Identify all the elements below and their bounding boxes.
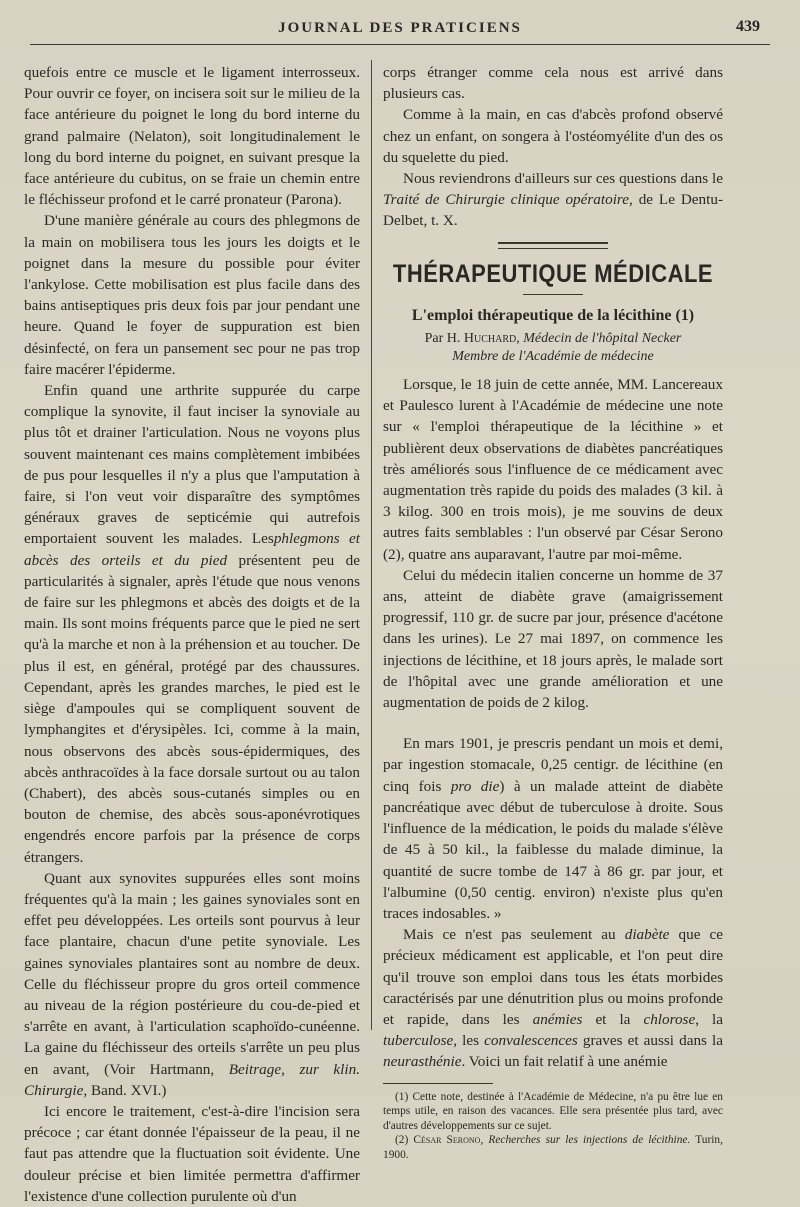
page-number: 439 [736,18,760,35]
left-column [24,62,360,1207]
section-rule [523,294,583,295]
paragraph: Celui du médecin italien concerne un homme de 37 ans, atteint de diabète grave (amaigrissement progressif, 110 gr. de sucre par jour, présence d'acétone dans les urines). Le 27 mai 1897, on commence les injections de lécithine, et 18 jours après, le malade sort de l'hôpital avec une grande amélioration et une augmentation de poids de 2 kilog. [383,566,723,712]
paragraph: Ici encore le traitement, c'est-à-dire l'incision sera précoce ; car étant donnée l'épaisseur de la peau, il ne faut pas attendre que la fluctuation soit évidente. Une douleur précise et bien limitée permettra d'affirmer l'existence d'une collection purulente où d'un [24,1102,360,1205]
footnote: (2) César Serono, Recherches sur les injections de lécithine. Turin, 1900. [383,1134,723,1161]
ornamental-rule [498,242,608,249]
paragraph: corps étranger comme cela nous est arrivé dans plusieurs cas. [383,64,723,103]
book-title: Traité de Chirurgie clinique opératoire, [383,191,633,209]
paragraph: Lorsque, le 18 juin de cette année, MM. Lancereaux et Paulesco lurent à l'Académie de médecine une note sur « l'emploi thérapeutique de la lécithine » et publièrent deux observations de diabètes pancréatiques très améliorés sous l'influence de ce médicament avec augmentation très rapide du poids des malades (3 kil. à 3 kilog. 300 en trois mois), je me souvins de deux autres faits semblables : l'un observé par César Serono (2), quatre ans auparavant, l'autre par moi-même. [383,376,723,563]
italic-phrase: Beitrage, zur klin. Chirurgie, [24,1060,361,1099]
paragraph: Enfin quand une arthrite suppurée du carpe complique la synovite, il faut inciser la synoviale au plus tôt et drainer l'articulation. Nous ne voyons plus souvent maintenant ces mains complètement imbibées de pus pour lesquelles il n'y a plus que l'amputation à faire, si l'on veut voir disparaître des symptômes généraux graves de septicémie qui autrefois emportaient souvent les malades. Lesphlegmons et abcès des orteils et du pied présentent peu de particularités à signaler, après l'étude que nous venons de faire sur les phlegmons et abcès des doigts et de la main. Ils sont moins fréquents parce que le pied ne sert qu'à la marche et non à la préhension et au toucher. De plus il est, en général, protégé par des chaussures. Cependant, après les grandes marches, le pied est le siège d'ampoules qui se compliquent souvent de lymphangites et d'érysipèles. Ici, comme à la main, nous observons des abcès sous-épidermiques, des abcès anthracoïdes à la face dorsale surtout ou au talon (Chabert), des abcès sous-cutanés simples ou en bouton de chemise, des abcès sous-aponévrotiques engendrés encore parfois par la présence de corps étrangers. [24,382,360,866]
section-title: THÉRAPEUTIQUE MÉDICALE [392,258,714,288]
article-title: L'emploi thérapeutique de la lécithine (1) [411,306,695,324]
paragraph: D'une manière générale au cours des phlegmons de la main on mobilisera tous les jours les doigts et le poignet dans la mesure du possible pour éviter l'ankylose. Cette mobilisation est plus facile dans des bains antiseptiques pris deux fois par jour pendant une heure. Quand le foyer de suppuration est bien désinfecté, on fera un pansement sec pour ne pas trop faire macérer l'épiderme. [24,212,360,378]
paragraph: Comme à la main, en cas d'abcès profond observé chez un enfant, on songera à l'ostéomyélite d'un des os du squelette du pied. [383,106,723,166]
footnote-rule [383,1083,493,1084]
column-divider [371,60,372,1030]
footnotes [383,1090,723,1163]
paragraph: Nous reviendrons d'ailleurs sur ces questions dans le Traité de Chirurgie clinique opératoire, de Le Dentu-Delbet, t. X. [383,170,724,230]
right-column [383,62,723,1162]
paragraph: Mais ce n'est pas seulement au diabète que ce précieux médicament est applicable, et l'on peut dire qu'il trouve son emploi dans tous les états morbides caractérisés par une dénutrition plus ou moins profonde et rapide, dans les anémies et la chlorose, la tuberculose, les convalescences graves et aussi dans la neurasthénie. Voici un fait relatif à une anémie [383,926,724,1071]
spacer [383,713,723,733]
author-name: Huchard, [463,331,520,347]
paragraph: quefois entre ce muscle et le ligament interrosseux. Pour ouvrir ce foyer, on incisera soit sur le milieu de la face antérieure du poignet le long du bord interne du grand palmaire (Nelaton), soit longitudinalement le long du bord interne du poignet, en suivant presque la face antérieure du cubitus, on se fraie un chemin entre le fléchisseur profond et le carré pronateur (Parona). [24,64,360,209]
italic-phrase: phlegmons et abcès des orteils et du pied [24,530,360,569]
byline-role: Membre de l'Académie de médecine [452,349,654,365]
byline: Par H. Huchard, Médecin de l'hôpital Necker [424,331,682,347]
journal-title: JOURNAL DES PRATICIENS [278,20,522,36]
page-header [30,14,770,45]
footnote: (1) Cette note, destinée à l'Académie de Médecine, n'a pu être lue en temps utile, en raison des vacances. Elle sera présentée plus tard, avec d'autres développements sur ce sujet. [383,1090,723,1132]
paragraph: Quant aux synovites suppurées elles sont moins fréquentes qu'à la main ; les gaines synoviales sont en effet peu développées. Les orteils sont pourvus à leur face plantaire, chacun d'une petite synoviale. Les gaines synoviales plantaires sont au nombre de deux. Celle du fléchisseur propre du gros orteil commence au niveau de la région postérieure du cou-de-pied et s'arrête en avant, à l'articulation scaphoïdo-cunéenne. La gaine du fléchisseur des orteils s'arrête un peu plus en avant, (Voir Hartmann, Beitrage, zur klin. Chirurgie, Band. XVI.) [24,869,361,1099]
paragraph: En mars 1901, je prescris pendant un mois et demi, par ingestion stomacale, 0,25 centigr. de lécithine (en cinq fois pro die) à un malade atteint de diabète pancréatique avec début de tuberculose à droite. Sous l'influence de la médication, le poids du malade s'élève de 45 à 50 kil., la faiblesse du malade diminue, la quantité de sucre tombe de 147 à 86 gr. par jour, et l'albumine (0,50 centig. environ) n'existe plus qu'en traces indosables. » [383,735,723,922]
